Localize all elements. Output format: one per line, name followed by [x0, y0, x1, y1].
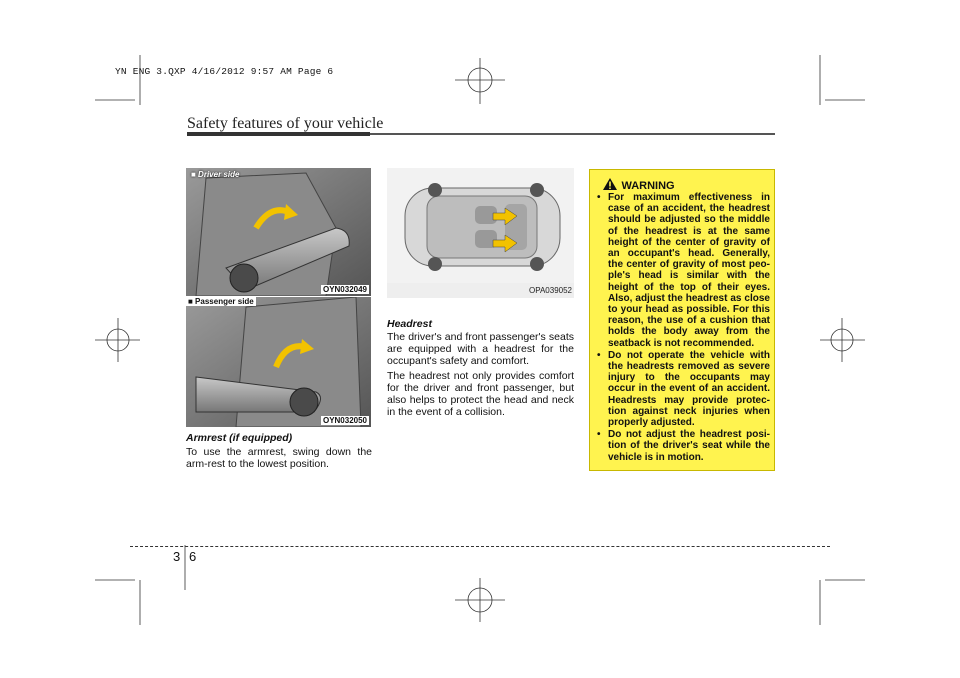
headrest-heading: Headrest — [387, 318, 432, 330]
driver-seat-illustration — [186, 168, 371, 296]
passenger-figure-code: OYN032050 — [322, 416, 367, 425]
armrest-body: To use the armrest, swing down the arm-rest to the lowest position. — [186, 446, 372, 470]
registration-target-bottom — [455, 578, 505, 622]
headrest-figure — [387, 168, 574, 298]
headrest-paragraph-2: The headrest not only provides comfort for the driver and front passenger, but also helps to protect the head and neck in the event of a collision. — [387, 370, 574, 418]
warning-item: • For maximum effectiveness in case of an accident, the headrest should be adjusted so the middle of the headrest is at the same height of the center of gravity of an occupant's head. Generally, the center of gravity of most peo-ple's head is similar with the height of the top of their eyes. Also, adjust the headrest as close to your head as possible. For this reason, the use of a cushion that holds the body away from the seatback is not recommended. — [597, 192, 770, 349]
registration-target-left — [95, 318, 140, 362]
title-rule-accent — [187, 132, 370, 136]
car-top-view-illustration — [387, 168, 574, 298]
headrest-paragraph-1: The driver's and front passenger's seats are equipped with a headrest for the occupant's safety and comfort. — [387, 331, 574, 367]
warning-title: WARNING — [621, 180, 675, 192]
warning-box — [589, 169, 775, 471]
headrest-figure-code: OPA039052 — [529, 286, 572, 295]
footer-rule — [130, 546, 830, 547]
section-title: Safety features of your vehicle — [187, 115, 384, 132]
warning-triangle-icon — [603, 178, 617, 190]
armrest-heading: Armrest (if equipped) — [186, 432, 293, 444]
driver-side-armrest-figure — [186, 168, 371, 296]
passenger-seat-illustration — [186, 297, 371, 427]
registration-target-right — [820, 318, 865, 362]
page-number: 6 — [189, 549, 197, 564]
passenger-side-caption: ■ Passenger side — [188, 297, 254, 306]
warning-item: • Do not adjust the headrest posi-tion of the driver's seat while the vehicle is in motion. — [597, 429, 770, 463]
passenger-side-armrest-figure — [186, 297, 371, 427]
print-slug: YN ENG 3.QXP 4/16/2012 9:57 AM Page 6 — [115, 66, 334, 77]
driver-figure-code: OYN032049 — [322, 285, 367, 294]
driver-side-caption: ■ Driver side — [191, 170, 240, 179]
warning-item: • Do not operate the vehicle with the headrests removed as severe injury to the occupants may occur in the event of an accident. Headrests may provide protec-tion against neck injuries when properly adjusted. — [597, 349, 770, 429]
registration-target-top — [455, 58, 505, 104]
chapter-number: 3 — [173, 549, 181, 564]
warning-list — [597, 192, 770, 464]
